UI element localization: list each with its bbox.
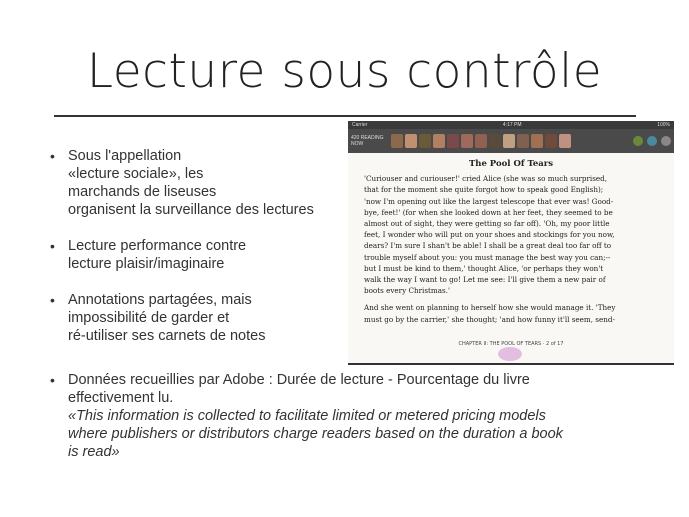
page-footer: CHAPTER II: THE POOL OF TEARS · 2 of 17 xyxy=(458,341,564,347)
text-line: And she went on planning to herself how she would manage it. 'They xyxy=(364,303,616,313)
status-carrier: Carrier xyxy=(352,122,368,128)
bullet-line: • Annotations partagées, mais xyxy=(68,292,252,308)
bullet-line: «lecture sociale», les xyxy=(68,166,204,182)
bullet-line: • Données recueillies par Adobe : Durée de lecture - Pourcentage du livre xyxy=(68,372,530,388)
settings-icon[interactable] xyxy=(661,136,671,146)
text-line: walk the way I want to go! Let me see: I'll give them a new pair of xyxy=(364,275,606,285)
status-time: 4:17 PM xyxy=(502,122,522,128)
globe-icon[interactable] xyxy=(647,136,657,146)
bullet-line: lecture plaisir/imaginaire xyxy=(68,256,225,272)
bullet-line: • Lecture performance contre xyxy=(68,238,247,254)
ereader-toolbar xyxy=(348,129,674,153)
text-line: that for the moment she quite forgot how to speak good English); xyxy=(364,185,604,195)
quote-line: where publishers or distributors charge readers based on the duration a book xyxy=(68,426,563,442)
avatar[interactable] xyxy=(447,134,459,148)
text-line: feet, I wonder who will put on your shoes and stockings for you now, xyxy=(364,230,615,240)
text-line: 'Curiouser and curiouser!' cried Alice (she was so much surprised, xyxy=(364,174,608,184)
avatar[interactable] xyxy=(419,134,431,148)
text-line: bye, feet!' (for when she looked down at her feet, they seemed to be xyxy=(364,207,613,217)
bullet-line: • Sous l'appellation xyxy=(68,148,182,164)
quote-line: «This information is collected to facilitate limited or metered pricing models xyxy=(68,408,546,424)
ereader-status-bar xyxy=(348,121,674,129)
ereader-screenshot xyxy=(348,121,674,365)
text-line: boots every Christmas.' xyxy=(364,286,450,296)
status-battery: 100% xyxy=(657,122,670,128)
avatar[interactable] xyxy=(531,134,543,148)
avatar[interactable] xyxy=(391,134,403,148)
avatar[interactable] xyxy=(545,134,557,148)
avatar[interactable] xyxy=(517,134,529,148)
avatar[interactable] xyxy=(503,134,515,148)
bullet-item-performance xyxy=(48,237,348,273)
chapter-title: The Pool Of Tears xyxy=(468,159,554,169)
avatar[interactable] xyxy=(433,134,445,148)
avatar[interactable] xyxy=(559,134,571,148)
slide-title: Lecture sous contrôle xyxy=(86,44,603,99)
bullet-item-social-reading xyxy=(48,147,348,219)
bullet-line: ré-utiliser ses carnets de notes xyxy=(68,328,266,344)
bullet-line: effectivement lu. xyxy=(68,390,174,406)
bullet-item-annotations xyxy=(48,291,348,345)
touch-indicator xyxy=(498,347,522,361)
text-line: 'now I'm opening out like the largest telescope that ever was! Good- xyxy=(364,196,614,206)
avatar[interactable] xyxy=(461,134,473,148)
bullet-line: impossibilité de garder et xyxy=(68,310,230,326)
quote-line: is read» xyxy=(68,444,120,460)
book-paragraph xyxy=(364,302,658,324)
reader-avatars xyxy=(391,134,629,148)
book-paragraph xyxy=(364,173,658,296)
avatar[interactable] xyxy=(489,134,501,148)
text-line: but I must be kind to them,' thought Alice, 'or perhaps they won't xyxy=(364,263,604,273)
sync-icon[interactable] xyxy=(633,136,643,146)
reading-now-label[interactable]: 420 READING NOW xyxy=(351,135,384,147)
bullet-line: marchands de liseuses xyxy=(68,184,217,200)
bullet-list xyxy=(48,147,348,358)
text-line: must go by the carrier,' she thought; 'and how funny it'll seem, send- xyxy=(364,314,615,324)
bullet-item-adobe-data xyxy=(48,371,678,461)
text-line: trouble myself about you: you must manage the best way you can;-- xyxy=(364,252,611,262)
avatar[interactable] xyxy=(475,134,487,148)
bullet-line: organisent la surveillance des lectures xyxy=(68,202,314,218)
avatar[interactable] xyxy=(405,134,417,148)
text-line: almost out of sight, they were getting so far off). 'Oh, my poor little xyxy=(364,219,610,229)
text-line: dears? I'm sure I shan't be able! I shall be a great deal too far off to xyxy=(364,241,612,251)
title-divider xyxy=(54,115,636,117)
book-page xyxy=(348,153,674,325)
